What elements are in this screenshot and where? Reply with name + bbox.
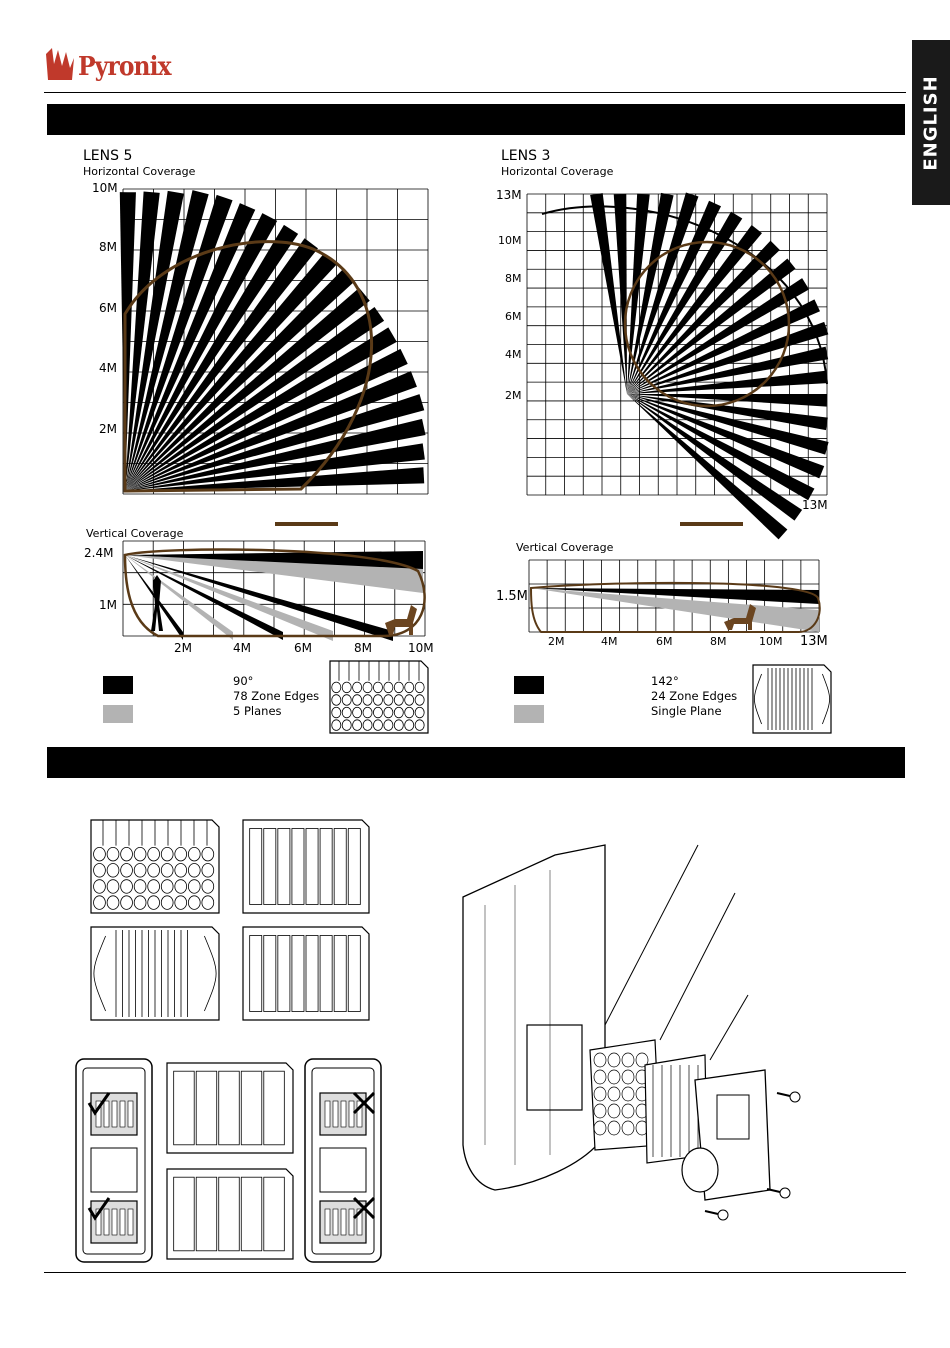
lens5-vtick: 1M: [99, 598, 117, 612]
thumb-border: [167, 1169, 293, 1259]
lens3-tick: 13M: [496, 188, 522, 202]
lens5-horizontal-label: Horizontal Coverage: [83, 165, 196, 178]
lens3-tick: 8M: [505, 272, 522, 285]
lens-window: [333, 1101, 338, 1127]
lens3-tick: 10M: [498, 234, 522, 247]
lens3-vtick-x: 10M: [759, 635, 783, 648]
lens5-horizontal-diagram: [123, 189, 428, 494]
lens3-horizontal-label: Horizontal Coverage: [501, 165, 614, 178]
section-header-bar: [47, 104, 905, 135]
lens-window: [349, 1101, 354, 1127]
lens-window: [104, 1209, 109, 1235]
lens5-vtick-x: 10M: [408, 641, 434, 655]
lens-option-barrier-alt: [242, 926, 370, 1021]
thumb-border: [167, 1063, 293, 1153]
lens3-legend-planes: Single Plane: [651, 704, 722, 718]
light-zone-swatch: [514, 705, 544, 723]
leader-line: [710, 995, 748, 1060]
lens5-tick: 8M: [99, 240, 117, 254]
lens3-vertical-label: Vertical Coverage: [516, 541, 614, 554]
lens5-vtick: 2.4M: [84, 546, 114, 560]
lens-window: [120, 1209, 125, 1235]
lens5-tick: 2M: [99, 422, 117, 436]
lens-window: [112, 1209, 117, 1235]
detector-correct-fitting: [75, 1058, 153, 1263]
lens5-legend-zones: 78 Zone Edges: [233, 689, 320, 703]
dog-silhouette: [385, 605, 417, 635]
lens3-tick-x: 13M: [802, 498, 828, 512]
lens3-tick: 4M: [505, 348, 522, 361]
lens-option-barrier: [242, 819, 370, 914]
lens3-vtick-x: 6M: [656, 635, 673, 648]
lens5-tick: 4M: [99, 361, 117, 375]
lens5-vtick-x: 2M: [174, 641, 192, 655]
lens5-vertical-diagram: [123, 541, 425, 636]
lens5-title: LENS 5: [83, 148, 133, 164]
lens-window: [325, 1101, 330, 1127]
lens-window: [128, 1101, 133, 1127]
lens5-vtick-x: 6M: [294, 641, 312, 655]
header-divider: [44, 92, 906, 93]
screw-head: [790, 1092, 800, 1102]
lens3-legend-angle: 142°: [651, 674, 679, 688]
lens-window: [325, 1209, 330, 1235]
lens5-thumbnail: [329, 660, 429, 734]
lens5-tick: 6M: [99, 301, 117, 315]
lens5-tick: 10M: [92, 181, 118, 195]
lens5-coverage-key-line: [275, 522, 338, 526]
lens3-title: LENS 3: [501, 148, 551, 164]
screw-shank: [777, 1093, 790, 1096]
footer-divider: [44, 1272, 906, 1273]
lens3-vertical-diagram: [529, 560, 819, 632]
dark-zone-swatch: [514, 676, 544, 694]
lens5-legend-planes: 5 Planes: [233, 704, 282, 718]
pivot-boss: [682, 1148, 718, 1192]
lens3-vtick-x: 13M: [800, 634, 828, 649]
screw-head: [780, 1188, 790, 1198]
lens-window: [112, 1101, 117, 1127]
flame-icon: [44, 44, 78, 84]
lens-window: [120, 1101, 125, 1127]
lens-window: [333, 1209, 338, 1235]
lens5-vertical-label: Vertical Coverage: [86, 527, 184, 540]
lens-window: [128, 1209, 133, 1235]
lens5-vtick-x: 4M: [233, 641, 251, 655]
leader-line: [605, 845, 698, 1025]
exploded-assembly-drawing: [455, 845, 815, 1245]
lens-option-curtain-cells: [90, 819, 220, 914]
lens3-vtick-x: 2M: [548, 635, 565, 648]
lens3-thumbnail: [752, 664, 832, 734]
lens3-coverage-key-line: [680, 522, 743, 526]
lens3-vtick: 1.5M: [496, 589, 528, 604]
dark-zone-swatch: [103, 676, 133, 694]
brand-name: Pyronix: [78, 52, 171, 82]
light-zone-swatch: [103, 705, 133, 723]
lens3-legend-zones: 24 Zone Edges: [651, 689, 738, 703]
lens-panel: [166, 1168, 294, 1260]
lens-window: [341, 1209, 346, 1235]
pyronix-logo: [44, 44, 174, 88]
lens5-vtick-x: 8M: [354, 641, 372, 655]
lens-panel: [166, 1062, 294, 1154]
leader-line: [660, 893, 735, 1040]
lens-window: [341, 1101, 346, 1127]
lens3-vtick-x: 4M: [601, 635, 618, 648]
housing-body: [463, 845, 605, 1190]
section-header-bar: [47, 747, 905, 778]
detector-incorrect-fitting: [304, 1058, 382, 1263]
lens-window: [349, 1209, 354, 1235]
language-label: ENGLISH: [920, 74, 942, 171]
screw-head: [718, 1210, 728, 1220]
screw-shank: [705, 1211, 718, 1214]
lens3-tick: 6M: [505, 310, 522, 323]
lens3-vtick-x: 8M: [710, 635, 727, 648]
lens5-legend-angle: 90°: [233, 674, 254, 688]
lens-option-wide-angle: [90, 926, 220, 1021]
lens3-tick: 2M: [505, 389, 522, 402]
language-tab: [912, 40, 950, 205]
lens3-horizontal-diagram: [527, 194, 827, 495]
lens-window: [104, 1101, 109, 1127]
